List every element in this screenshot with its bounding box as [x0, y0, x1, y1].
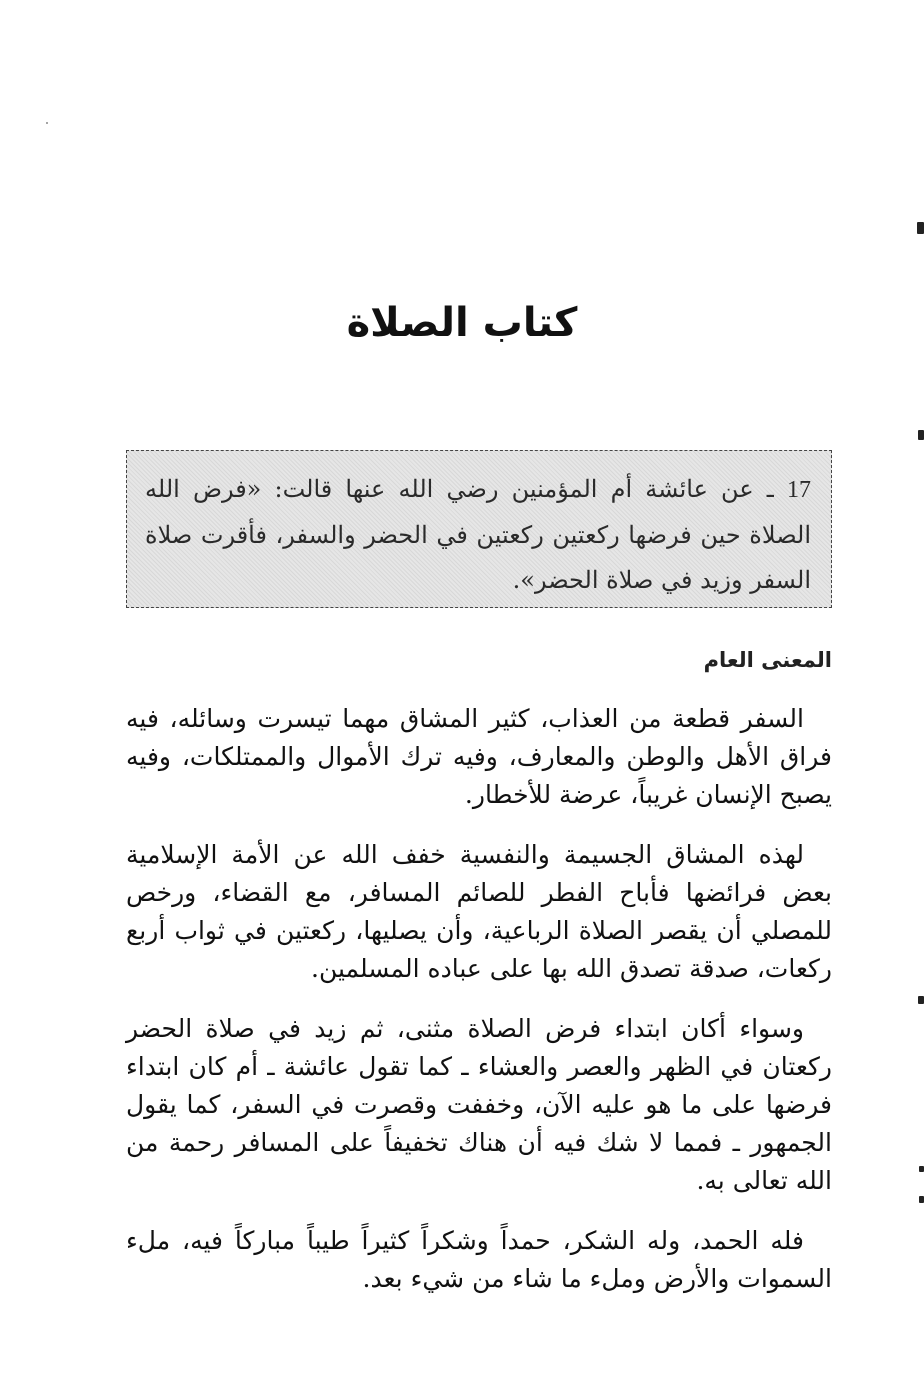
section-heading: المعنى العام	[703, 648, 832, 672]
hadith-text: ـ عن عائشة أم المؤمنين رضي الله عنها قالت: «فرض الله الصلاة حين فرضها ركعتين ركعتين في الحضر والسفر، فأقرت صلاة السفر وزيد في صلاة الحضر».	[145, 475, 811, 594]
hadith-box	[126, 450, 832, 608]
scan-speck	[46, 122, 48, 124]
paragraph: لهذه المشاق الجسيمة والنفسية خفف الله عن الأمة الإسلامية بعض فرائضها فأباح الفطر للصائم المسافر، مع القضاء، ورخص للمصلي أن يقصر الصلاة الرباعية، وأن يصليها، ركعتين في ثواب أربع ركعات، صدقة تصدق الله بها على عباده المسلمين.	[126, 840, 832, 983]
edge-mark	[919, 1196, 924, 1203]
edge-mark	[918, 996, 924, 1004]
commentary-body	[126, 700, 832, 1320]
paragraph: السفر قطعة من العذاب، كثير المشاق مهما تيسرت وسائله، فيه فراق الأهل والوطن والمعارف، وفيه ترك الأموال والممتلكات، وفيه يصبح الإنسان غريباً، عرضة للأخطار.	[126, 704, 832, 809]
edge-mark	[918, 430, 924, 440]
chapter-title: كتاب الصلاة	[346, 300, 578, 346]
hadith-number: 17	[787, 477, 811, 503]
paragraph: وسواء أكان ابتداء فرض الصلاة مثنى، ثم زيد في صلاة الحضر ركعتان في الظهر والعصر والعشاء ـ كما تقول عائشة ـ أم كان ابتداء فرضها على ما هو عليه الآن، وخففت وقصرت في السفر، كما يقول الجمهور ـ فمما لا شك فيه أن هناك تخفيفاً على المسافر رحمة من الله تعالى به.	[126, 1014, 832, 1195]
paragraph: فله الحمد، وله الشكر، حمداً وشكراً كثيراً طيباً مباركاً فيه، ملء السموات والأرض وملء ما شاء من شيء بعد.	[126, 1226, 832, 1293]
edge-mark	[919, 1166, 924, 1172]
edge-mark	[917, 222, 924, 234]
